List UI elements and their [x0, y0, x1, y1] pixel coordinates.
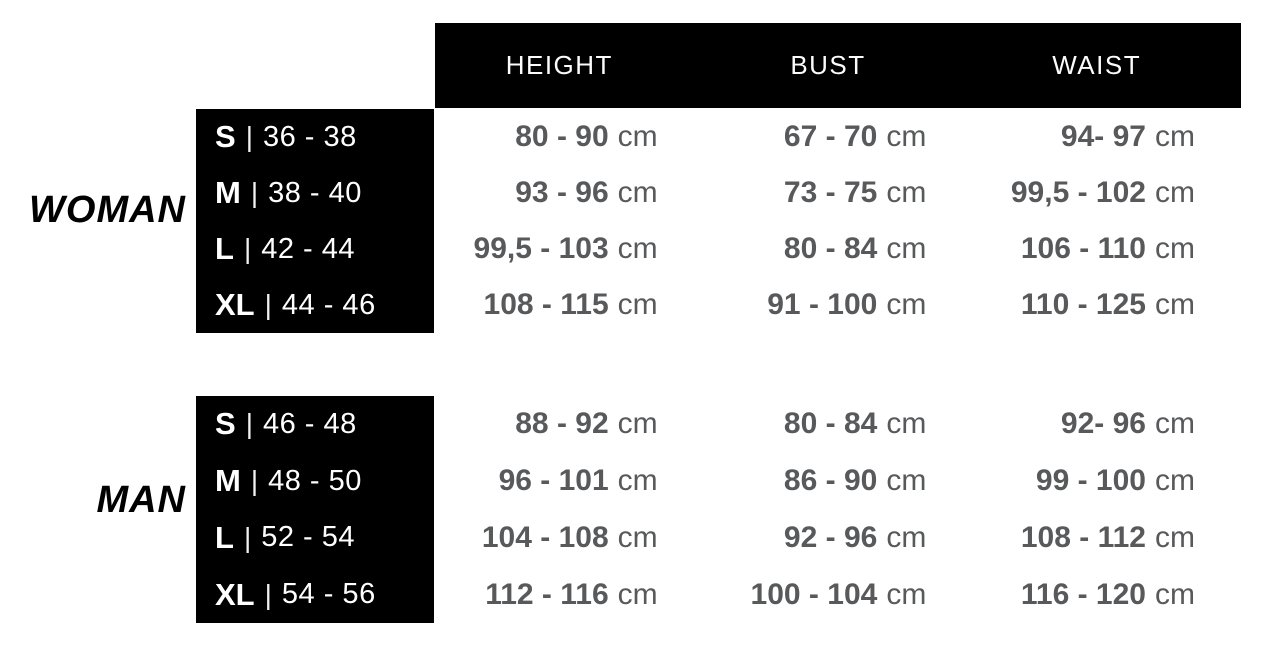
measurement-unit: cm	[1154, 407, 1195, 441]
measurement-value: 99 - 100	[1035, 464, 1146, 498]
column-header-bust: BUST	[790, 50, 866, 80]
measurement-cell-man-s-height	[435, 396, 704, 453]
size-range: 52 - 54	[261, 521, 356, 554]
measurement-unit: cm	[1154, 176, 1195, 209]
measurement-value: 106 - 110	[1020, 232, 1146, 265]
size-letter: M	[215, 175, 241, 210]
measurement-unit: cm	[886, 407, 927, 441]
measurement-unit: cm	[886, 520, 927, 554]
measurement-cell-man-s-bust	[704, 396, 973, 453]
measurement-value: 110 - 125	[1020, 288, 1146, 321]
measurement-cell-man-l-bust	[704, 510, 973, 567]
measurement-cell-woman-s-bust	[704, 109, 973, 165]
measurement-cell-woman-m-waist	[972, 165, 1241, 221]
measurement-unit: cm	[1154, 120, 1195, 153]
measurement-value: 92 - 96	[783, 520, 878, 554]
size-range: 36 - 38	[262, 120, 357, 153]
measurement-value: 96 - 101	[498, 464, 609, 498]
man-section-label: MAN	[96, 479, 186, 521]
size-separator: |	[264, 289, 272, 320]
measurement-cell-man-xl-waist	[972, 566, 1241, 623]
measurement-value: 91 - 100	[767, 288, 878, 321]
measurement-value: 73 - 75	[783, 176, 878, 209]
measurement-cell-woman-s-waist	[972, 109, 1241, 165]
measurement-value: 112 - 116	[485, 577, 609, 611]
size-row-woman-s	[196, 109, 434, 165]
measurement-cell-man-l-height	[435, 510, 704, 567]
size-letter: S	[215, 406, 236, 442]
size-row-woman-l	[196, 221, 434, 277]
size-separator: |	[250, 177, 259, 208]
size-letter: XL	[215, 287, 255, 322]
size-separator: |	[250, 465, 259, 497]
size-letter: L	[215, 231, 234, 266]
measurement-unit: cm	[1154, 288, 1195, 321]
size-range: 42 - 44	[261, 232, 356, 265]
size-range: 46 - 48	[262, 407, 357, 440]
measurement-value: 86 - 90	[783, 464, 878, 498]
measurement-unit: cm	[617, 464, 658, 498]
measurement-unit: cm	[617, 232, 658, 265]
measurement-value: 94- 97	[1060, 120, 1146, 153]
measurement-cell-man-m-height	[435, 453, 704, 510]
size-range: 44 - 46	[281, 288, 376, 321]
measurement-unit: cm	[617, 176, 658, 209]
measurement-value: 99,5 - 103	[473, 232, 609, 265]
measurement-unit: cm	[1154, 232, 1195, 265]
measurement-cell-woman-xl-height	[435, 277, 704, 333]
column-header-height: HEIGHT	[505, 50, 613, 80]
size-letter: XL	[215, 576, 255, 612]
measurement-value: 80 - 84	[783, 232, 878, 265]
measurement-value: 67 - 70	[783, 120, 878, 153]
measurement-cell-man-xl-bust	[704, 566, 973, 623]
measurement-cell-woman-s-height	[435, 109, 704, 165]
size-letter: S	[215, 119, 236, 154]
size-range: 54 - 56	[281, 578, 376, 611]
woman-size-box	[196, 109, 434, 333]
woman-measurements	[435, 109, 1241, 333]
size-separator: |	[243, 233, 252, 264]
measurement-value: 116 - 120	[1020, 577, 1146, 611]
size-row-woman-xl	[196, 277, 434, 333]
measurement-cell-woman-m-bust	[704, 165, 973, 221]
size-row-man-l	[196, 510, 434, 567]
woman-section-label: WOMAN	[29, 189, 186, 231]
measurement-value: 88 - 92	[515, 407, 609, 441]
measurement-cell-man-l-waist	[972, 510, 1241, 567]
measurement-unit: cm	[886, 464, 927, 498]
measurement-value: 108 - 115	[483, 288, 609, 321]
size-row-man-s	[196, 396, 434, 453]
size-letter: L	[215, 519, 234, 555]
size-separator: |	[243, 521, 252, 553]
man-measurements	[435, 396, 1241, 623]
measurement-value: 93 - 96	[515, 176, 609, 209]
measurement-cell-man-xl-height	[435, 566, 704, 623]
measurement-value: 99,5 - 102	[1010, 176, 1146, 209]
measurement-value: 100 - 104	[750, 577, 878, 611]
measurement-unit: cm	[886, 577, 927, 611]
size-separator: |	[245, 121, 253, 152]
measurement-unit: cm	[617, 520, 658, 554]
measurement-unit: cm	[617, 120, 658, 153]
size-row-man-m	[196, 453, 434, 510]
measurement-unit: cm	[617, 288, 658, 321]
column-header-waist: WAIST	[1052, 50, 1142, 80]
measurement-unit: cm	[617, 577, 658, 611]
measurement-cell-woman-l-waist	[972, 221, 1241, 277]
size-letter: M	[215, 463, 241, 499]
measurement-cell-man-s-waist	[972, 396, 1241, 453]
size-separator: |	[264, 578, 272, 610]
measurement-unit: cm	[1154, 464, 1195, 498]
measurement-unit: cm	[1154, 520, 1195, 554]
measurement-cell-man-m-waist	[972, 453, 1241, 510]
man-size-box	[196, 396, 434, 623]
size-range: 48 - 50	[268, 464, 362, 497]
measurement-value: 104 - 108	[481, 520, 609, 554]
measurement-cell-woman-xl-waist	[972, 277, 1241, 333]
table-header	[435, 23, 1241, 108]
measurement-unit: cm	[617, 407, 658, 441]
measurement-value: 92- 96	[1060, 407, 1146, 441]
measurement-cell-man-m-bust	[704, 453, 973, 510]
measurement-value: 80 - 90	[515, 120, 609, 153]
measurement-unit: cm	[1154, 577, 1195, 611]
measurement-unit: cm	[886, 176, 927, 209]
measurement-unit: cm	[886, 120, 927, 153]
size-range: 38 - 40	[268, 176, 362, 209]
size-separator: |	[245, 408, 253, 440]
measurement-value: 108 - 112	[1020, 520, 1146, 554]
size-row-woman-m	[196, 165, 434, 221]
measurement-unit: cm	[886, 232, 927, 265]
measurement-cell-woman-xl-bust	[704, 277, 973, 333]
measurement-cell-woman-l-bust	[704, 221, 973, 277]
measurement-cell-woman-l-height	[435, 221, 704, 277]
size-row-man-xl	[196, 566, 434, 623]
measurement-value: 80 - 84	[783, 407, 878, 441]
measurement-cell-woman-m-height	[435, 165, 704, 221]
measurement-unit: cm	[886, 288, 927, 321]
